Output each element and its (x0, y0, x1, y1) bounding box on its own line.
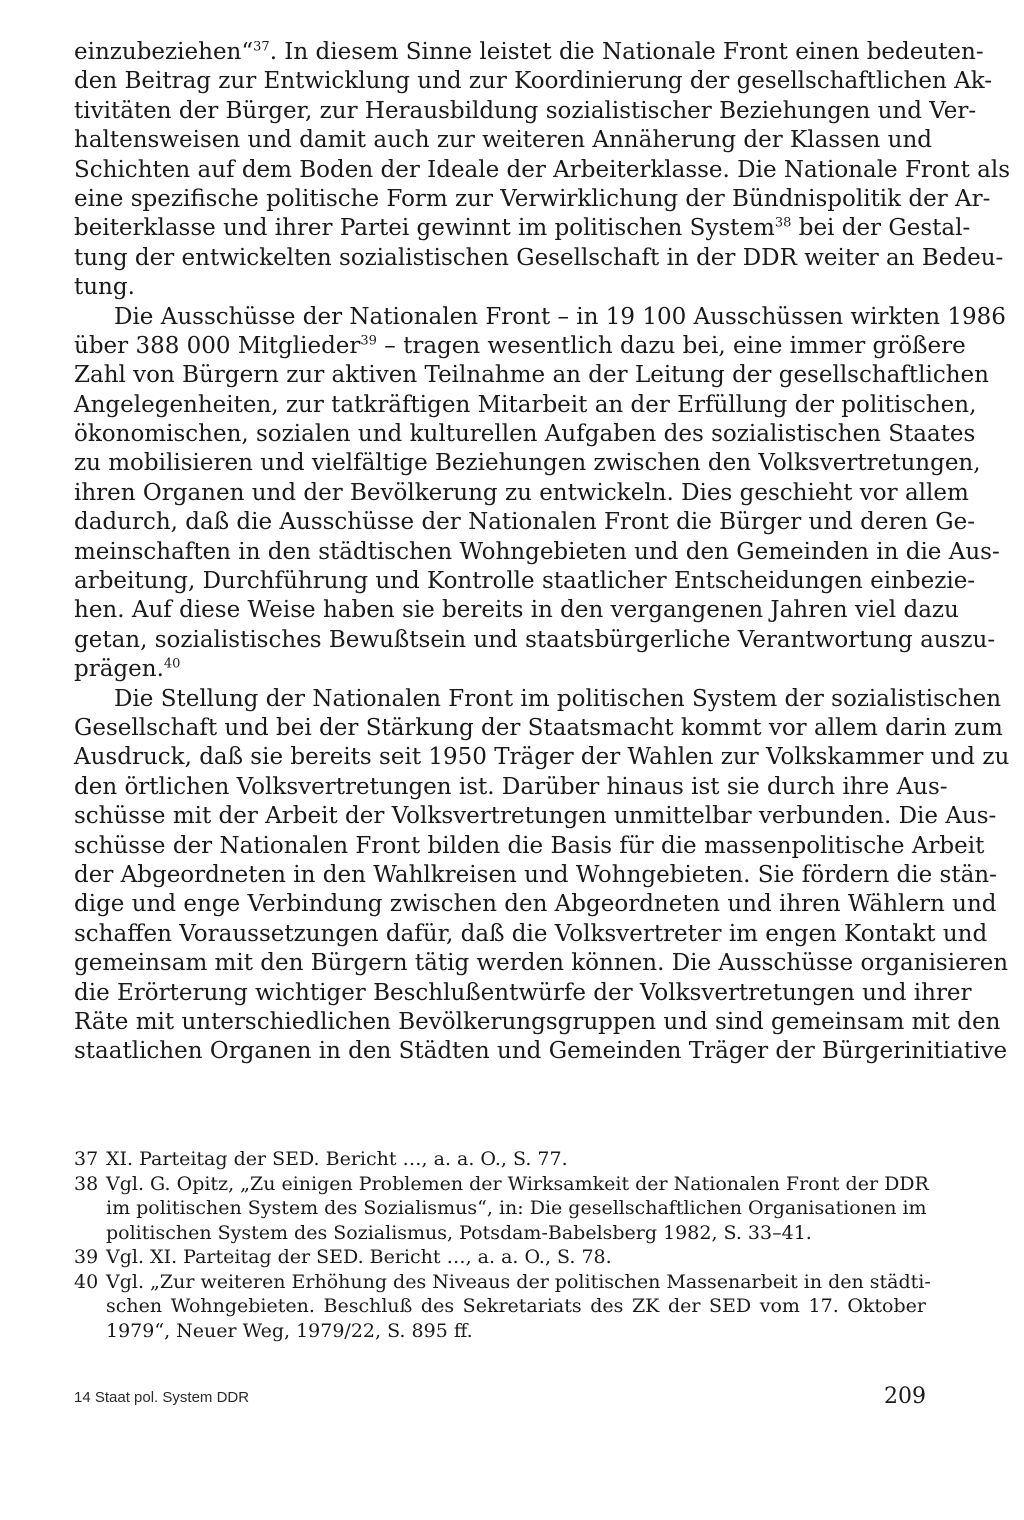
line-text: Angelegenheiten, zur tatkräftigen Mitarbeit an der Erfüllung der politischen, (74, 391, 977, 418)
line-text: zu mobilisieren und vielfältige Beziehungen zwischen den Volksvertretungen, (74, 450, 981, 477)
footnote (74, 1270, 931, 1344)
footnote-number: 40 (74, 1270, 99, 1293)
body-line (74, 156, 1011, 185)
body-line (74, 861, 997, 890)
footnotes (74, 1147, 931, 1343)
body-line (74, 538, 1000, 567)
footnote (74, 1245, 926, 1270)
line-text: arbeitung, Durchführung und Kontrolle staatlicher Entscheidungen einbezie- (74, 568, 976, 595)
line-text: den örtlichen Volksvertretungen ist. Darüber hinaus ist sie durch ihre Aus- (74, 773, 948, 800)
body-line (74, 449, 981, 478)
body-line (74, 303, 1006, 332)
body-line (74, 361, 989, 390)
line-text: der Abgeordneten in den Wahlkreisen und Wohngebieten. Sie fördern die stän- (74, 861, 997, 888)
footnote-line: 1979“, Neuer Weg, 1979/22, S. 895 ff. (106, 1319, 473, 1342)
line-text: den Beitrag zur Entwicklung und zur Koordinierung der gesellschaftlichen Ak- (74, 68, 993, 95)
body-line (74, 626, 996, 655)
line-text: eine spezifische politische Form zur Verwirklichung der Bündnispolitik der Ar- (74, 185, 991, 212)
body-line (74, 38, 984, 67)
body-line (74, 743, 1010, 772)
body-line (74, 508, 975, 537)
body-line (74, 332, 966, 361)
footnote-line: Vgl. „Zur weiteren Erhöhung des Niveaus der politischen Massenarbeit in den städti- (106, 1270, 931, 1293)
line-text: hen. Auf diese Weise haben sie bereits in den vergangenen Jahren viel dazu (74, 597, 959, 624)
footnote-number: 39 (74, 1246, 99, 1268)
body-line (74, 67, 993, 96)
body-line (74, 979, 972, 1008)
line-text: Gesellschaft und bei der Stärkung der Staatsmacht kommt vor allem darin zum (74, 714, 1003, 741)
body-line (74, 949, 1009, 978)
footnote-line: Vgl. G. Opitz, „Zu einigen Problemen der Wirksamkeit der Nationalen Front der DDR (106, 1172, 929, 1195)
footnote-ref: 39 (360, 333, 377, 349)
line-text: tung der entwickelten sozialistischen Gesellschaft in der DDR weiter an Bedeu- (74, 244, 1004, 271)
body-line (74, 596, 959, 625)
line-text: schüsse mit der Arbeit der Volksvertretungen unmittelbar verbunden. Die Aus- (74, 803, 997, 830)
body-line (74, 420, 976, 449)
footnote (74, 1147, 926, 1172)
line-text: getan, sozialistisches Bewußtsein und staatsbürgerliche Verantwortung auszu- (74, 626, 996, 653)
body-line (74, 126, 932, 155)
body-line (74, 773, 948, 802)
line-text-rest: – tragen wesentlich dazu bei, eine immer größere (376, 332, 966, 359)
line-text: beiterklasse und ihrer Partei gewinnt im politischen System (74, 215, 775, 242)
footnote-ref: 40 (163, 656, 181, 672)
footnote (74, 1172, 929, 1246)
line-text: einzubeziehen“ (74, 39, 254, 65)
body-line (74, 391, 977, 420)
footnote-line: XI. Parteitag der SED. Bericht …, a. a. O., S. 77. (106, 1148, 568, 1170)
footnote-ref: 37 (253, 39, 270, 55)
footnote-line: politischen System des Sozialismus, Potsdam-Babelsberg 1982, S. 33–41. (106, 1221, 812, 1244)
footnote-number: 37 (74, 1148, 99, 1170)
body-line (74, 1037, 1008, 1066)
line-text: die Erörterung wichtiger Beschlußentwürfe der Volksvertretungen und ihrer (74, 979, 972, 1006)
body-line (74, 567, 976, 596)
body-line (74, 832, 985, 861)
body-line (74, 890, 997, 919)
line-text: gemeinsam mit den Bürgern tätig werden können. Die Ausschüsse organisieren (74, 950, 1009, 977)
footnote-ref: 38 (774, 215, 792, 231)
body-line (74, 802, 997, 831)
line-text: ökonomischen, sozialen und kulturellen Aufgaben des sozialistischen Staates (74, 421, 976, 448)
line-text: Schichten auf dem Boden der Ideale der Arbeiterklasse. Die Nationale Front als (74, 156, 1011, 183)
sheet-signature: 14 Staat pol. System DDR (74, 1389, 250, 1406)
line-text: meinschaften in den städtischen Wohngebieten und den Gemeinden in die Aus- (74, 538, 1000, 565)
line-text: ihren Organen und der Bevölkerung zu entwickeln. Dies geschieht vor allem (74, 479, 969, 506)
line-text: haltensweisen und damit auch zur weiteren Annäherung der Klassen und (74, 127, 932, 154)
line-text-rest: . In diesem Sinne leistet die Nationale Front einen bedeuten- (269, 39, 984, 65)
body-line (74, 244, 1004, 273)
footnote-line: im politischen System des Sozialismus“, in: Die gesellschaftlichen Organisationen im (106, 1197, 927, 1219)
body-text (74, 38, 1011, 1067)
line-text: Die Stellung der Nationalen Front im politischen System der sozialistischen (114, 685, 1002, 712)
body-line (74, 214, 971, 243)
line-text: Räte mit unterschiedlichen Bevölkerungsgruppen und sind gemeinsam mit den (74, 1008, 1001, 1035)
footnote-line: schen Wohngebieten. Beschluß des Sekretariats des ZK der SED vom 17. Oktober (106, 1295, 926, 1317)
body-line (74, 655, 926, 684)
line-text: dige und enge Verbindung zwischen den Abgeordneten und ihren Wählern und (74, 891, 997, 918)
body-line (74, 97, 977, 126)
body-line (74, 1008, 1001, 1037)
line-text: dadurch, daß die Ausschüsse der Nationalen Front die Bürger und deren Ge- (74, 509, 975, 536)
line-text: schaffen Voraussetzungen dafür, daß die Volksvertreter im engen Kontakt und (74, 920, 988, 947)
page-number: 209 (884, 1384, 926, 1409)
body-line (74, 920, 988, 949)
line-text: tivitäten der Bürger, zur Herausbildung sozialistischer Beziehungen und Ver- (74, 97, 977, 124)
line-text: tung. (74, 274, 135, 301)
body-line (74, 685, 1002, 714)
line-text: Ausdruck, daß sie bereits seit 1950 Träger der Wahlen zur Volkskammer und zu (74, 744, 1010, 771)
line-text: über 388 000 Mitglieder (74, 332, 361, 359)
footnote-number: 38 (74, 1172, 99, 1195)
line-text: Die Ausschüsse der Nationalen Front – in 19 100 Ausschüssen wirkten 1986 (114, 303, 1006, 330)
line-text: Zahl von Bürgern zur aktiven Teilnahme an der Leitung der gesellschaftlichen (74, 362, 989, 389)
body-line (74, 714, 1003, 743)
line-text: staatlichen Organen in den Städten und Gemeinden Träger der Bürgerinitiative (74, 1038, 1008, 1065)
body-line (74, 185, 991, 214)
line-text: prägen. (74, 656, 164, 683)
body-line (74, 479, 969, 508)
footnote-line: Vgl. XI. Parteitag der SED. Bericht …, a. a. O., S. 78. (106, 1246, 612, 1268)
line-text-rest: bei der Gestal- (791, 215, 971, 242)
line-text: schüsse der Nationalen Front bilden die Basis für die massenpolitische Arbeit (74, 832, 985, 859)
body-line (74, 273, 926, 302)
